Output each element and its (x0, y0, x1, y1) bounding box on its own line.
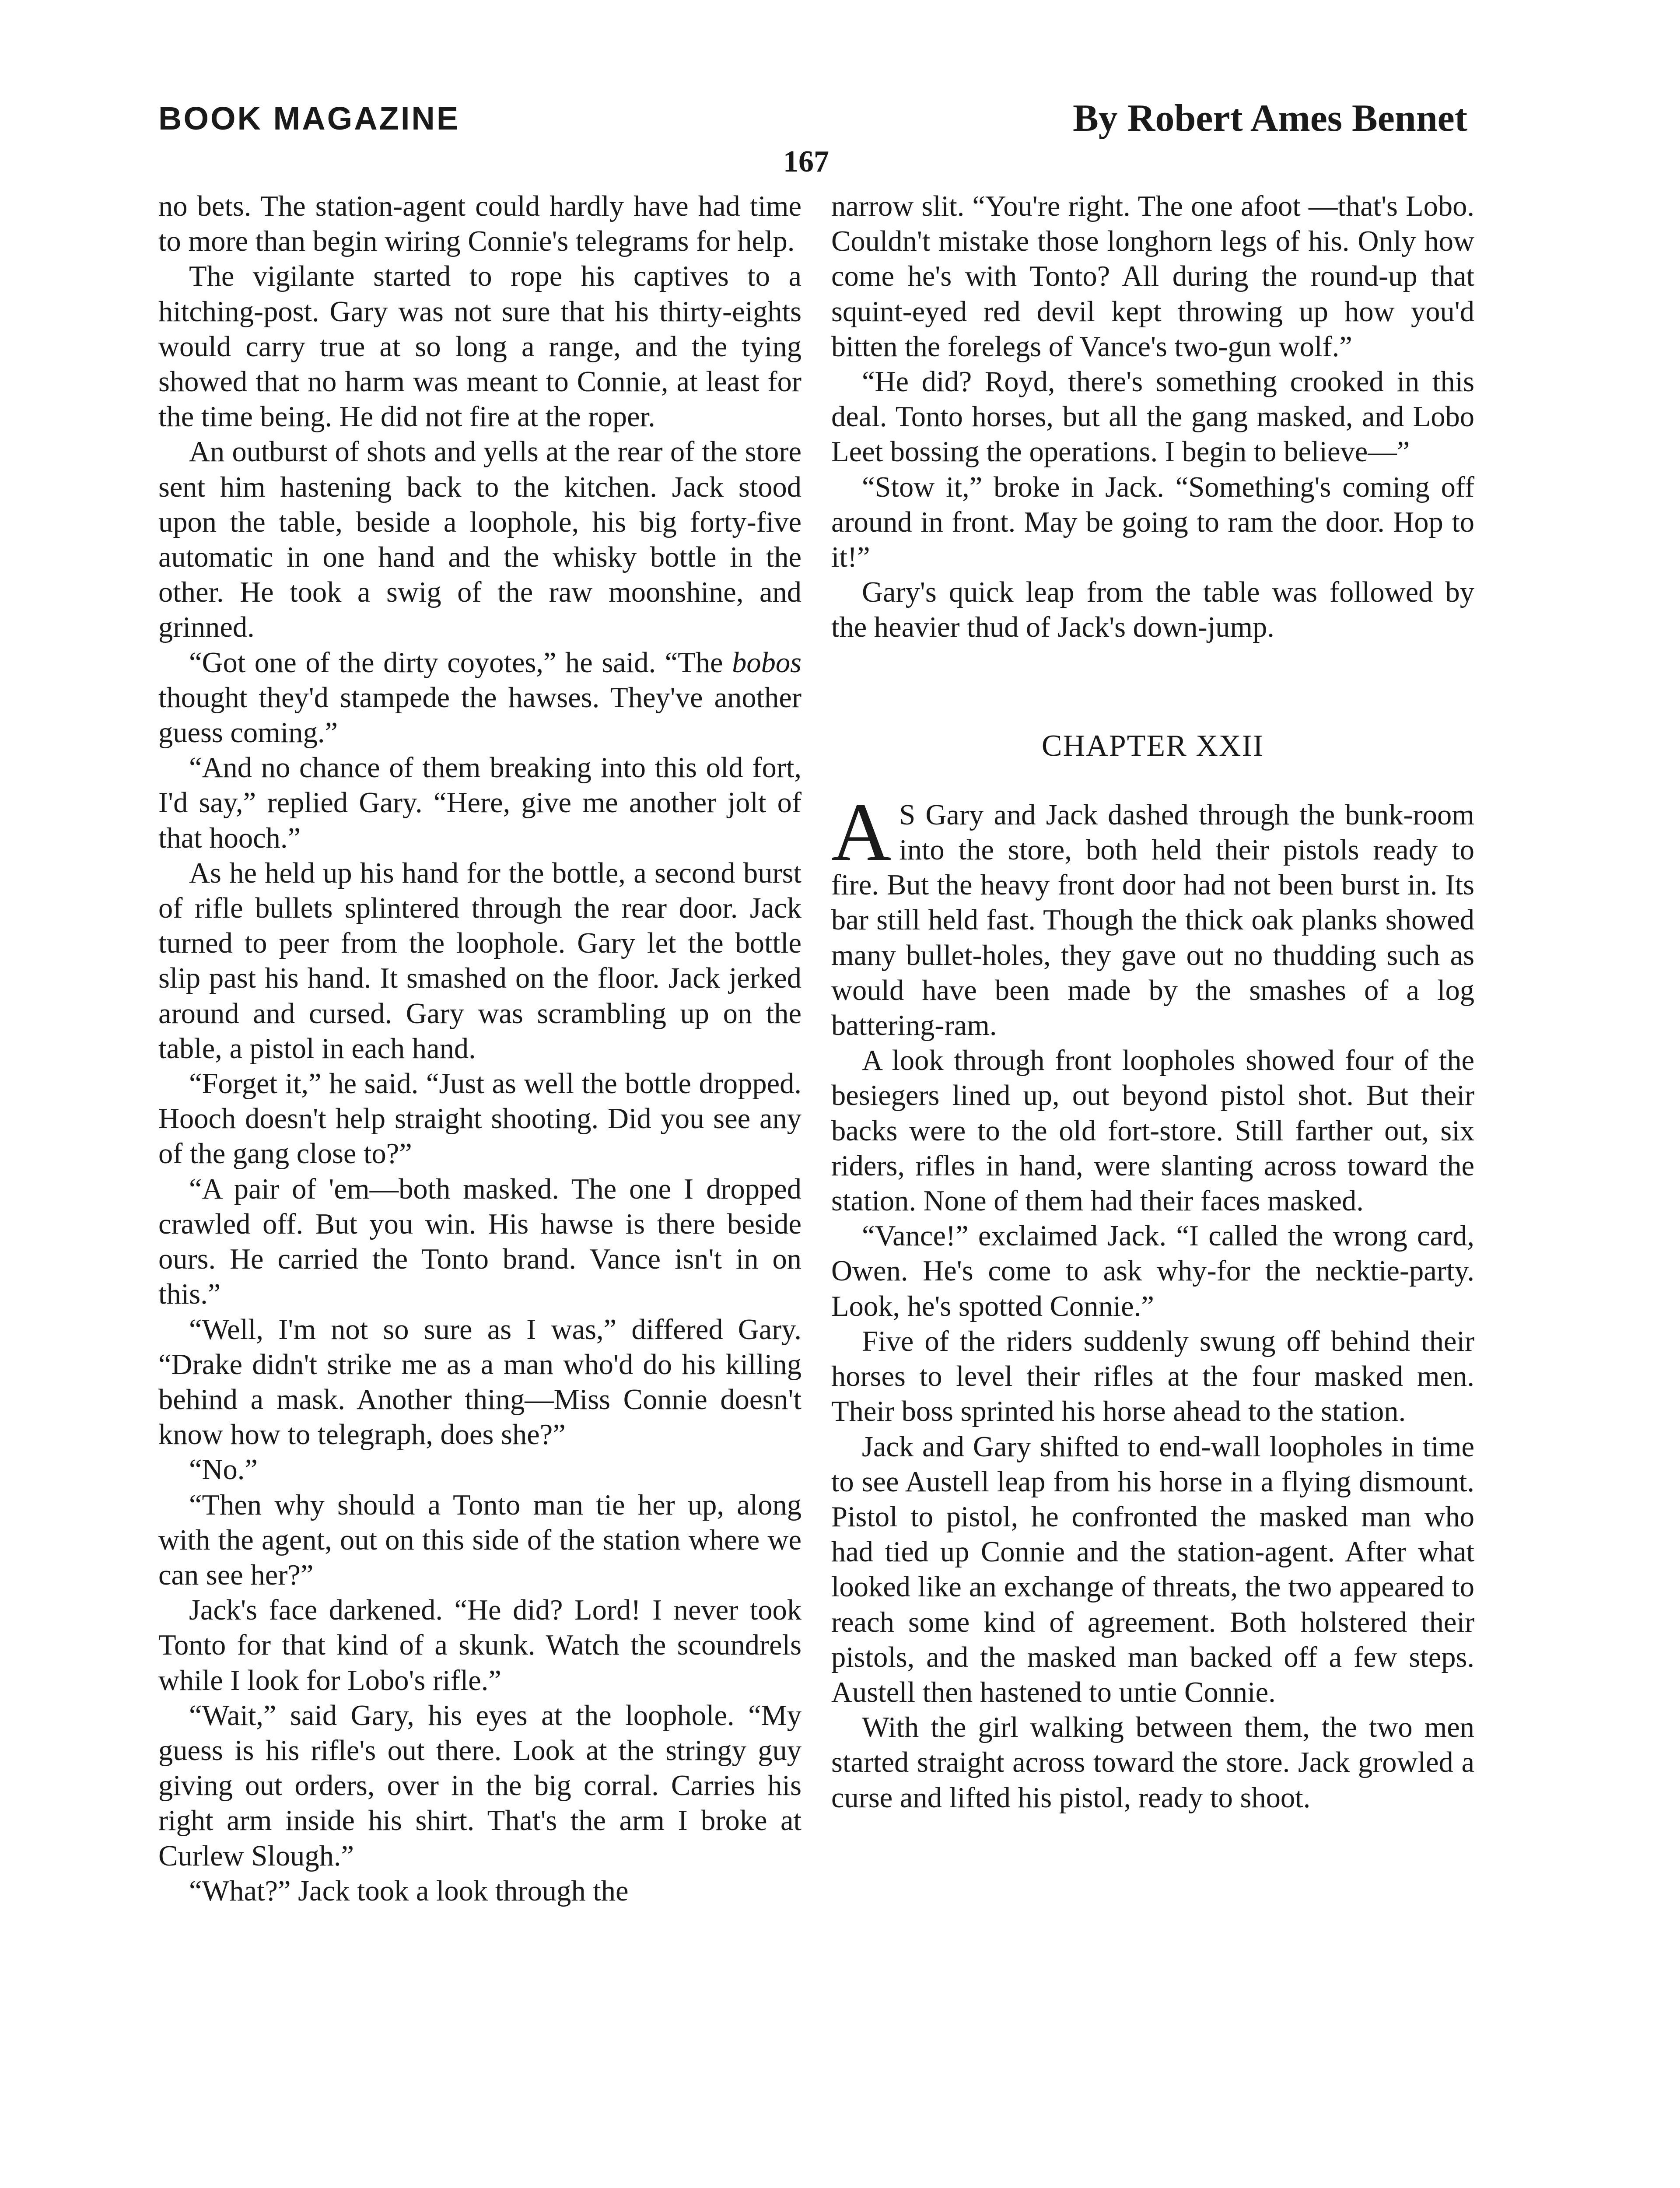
paragraph: “And no chance of them breaking into this old fort, I'd say,” replied Gary. “Here, give me another jolt of that hooch.” (158, 752, 802, 854)
drop-cap: A (831, 786, 892, 878)
paragraph: Jack and Gary shifted to end-wall loopholes in time to see Austell leap from his horse in a flying dismount. Pistol to pistol, he confronted the masked man who had tied up Connie and the station-agent. After what looked like an exchange of threats, the two appeared to reach some kind of agreement. Both holstered their pistols, and the masked man backed off a few steps. Austell then hastened to untie Connie. (831, 1431, 1474, 1708)
paragraph: A look through front loopholes showed four of the besiegers lined up, out beyond pistol shot. But their backs were to the old fort-store. Still farther out, six riders, rifles in hand, were slanting across toward the station. None of them had their faces masked. (831, 1045, 1474, 1217)
italic-word: bobos (732, 646, 802, 679)
paragraph: Jack's face darkened. “He did? Lord! I never took Tonto for that kind of a skunk. Watch the scoundrels while I look for Lobo's rifle.” (158, 1594, 802, 1697)
magazine-title: BOOK MAGAZINE (158, 100, 460, 137)
paragraph: “Stow it,” broke in Jack. “Something's coming off around in front. May be going to ram the door. Hop to it!” (831, 471, 1474, 574)
paragraph: “Well, I'm not so sure as I was,” differed Gary. “Drake didn't strike me as a man who'd do his killing behind a mask. Another thing—Miss Connie doesn't know how to telegraph, does she?” (158, 1313, 802, 1451)
right-column (831, 189, 1474, 1816)
chapter-opening-paragraph (831, 786, 1474, 1043)
page-number: 167 (783, 145, 829, 179)
paragraph: With the girl walking between them, the two men started straight across toward the store. Jack growled a curse and lifted his pistol, ready to shoot. (831, 1711, 1474, 1814)
paragraph: Gary's quick leap from the table was followed by the heavier thud of Jack's down-jump. (831, 576, 1474, 644)
paragraph: no bets. The station-agent could hardly have had time to more than begin wiring Connie's telegrams for help. (158, 190, 802, 258)
paragraph: “He did? Royd, there's something crooked in this deal. Tonto horses, but all the gang masked, and Lobo Leet bossing the operations. I begin to believe—” (831, 366, 1474, 468)
paragraph: narrow slit. “You're right. The one afoot —that's Lobo. Couldn't mistake those longhorn legs of his. Only how come he's with Tonto? All during the round-up that squint-eyed red devil kept throwing up how you'd bitten the forelegs of Vance's two-gun wolf.” (831, 190, 1474, 363)
paragraph: Five of the riders suddenly swung off behind their horses to level their rifles at the four masked men. Their boss sprinted his horse ahead to the station. (831, 1325, 1474, 1428)
author-byline: By Robert Ames Bennet (1073, 97, 1467, 140)
paragraph: “Wait,” said Gary, his eyes at the loophole. “My guess is his rifle's out there. Look at the stringy guy giving out orders, over in the big corral. Carries his right arm inside his shirt. That's the arm I broke at Curlew Slough.” (158, 1699, 802, 1872)
paragraph: The vigilante started to rope his captives to a hitching-post. Gary was not sure that his thirty-eights would carry true at so long a range, and the tying showed that no harm was meant to Connie, at least for the time being. He did not fire at the roper. (158, 260, 802, 433)
left-column (158, 189, 802, 1909)
paragraph: “A pair of 'em—both masked. The one I dropped crawled off. But you win. His hawse is there beside ours. He carried the Tonto brand. Vance isn't in on this.” (158, 1173, 802, 1311)
paragraph: “Then why should a Tonto man tie her up, along with the agent, out on this side of the station where we can see her?” (158, 1489, 802, 1591)
paragraph: “What?” Jack took a look through the (189, 1875, 629, 1907)
paragraph: An outburst of shots and yells at the rear of the store sent him hastening back to the kitchen. Jack stood upon the table, beside a loophole, his big forty-five automatic in one hand and the whisky bottle in the other. He took a swig of the raw moonshine, and grinned. (158, 436, 802, 644)
paragraph-text: S Gary and Jack dashed through the bunk-room into the store, both held their pistols ready to fire. But the heavy front door had not been burst in. Its bar still held fast. Though the thick oak planks showed many bullet-holes, they gave out no thudding such as would have been made by the smashes of a log battering-ram. (831, 799, 1474, 1042)
paragraph: As he held up his hand for the bottle, a second burst of rifle bullets splintered through the rear door. Jack turned to peer from the loophole. Gary let the bottle slip past his hand. It smashed on the floor. Jack jerked around and cursed. Gary was scrambling up on the table, a pistol in each hand. (158, 857, 802, 1065)
chapter-heading: CHAPTER XXII (1041, 729, 1264, 763)
paragraph: “No.” (189, 1454, 258, 1486)
paragraph-text: “Got one of the dirty coyotes,” he said. “The (189, 646, 732, 679)
paragraph: “Vance!” exclaimed Jack. “I called the wrong card, Owen. He's come to ask why-for the necktie-party. Look, he's spotted Connie.” (831, 1220, 1474, 1322)
paragraph-text: thought they'd stampede the hawses. They've another guess coming.” (158, 681, 802, 749)
paragraph (158, 645, 802, 751)
paragraph: “Forget it,” he said. “Just as well the bottle dropped. Hooch doesn't help straight shooting. Did you see any of the gang close to?” (158, 1068, 802, 1170)
